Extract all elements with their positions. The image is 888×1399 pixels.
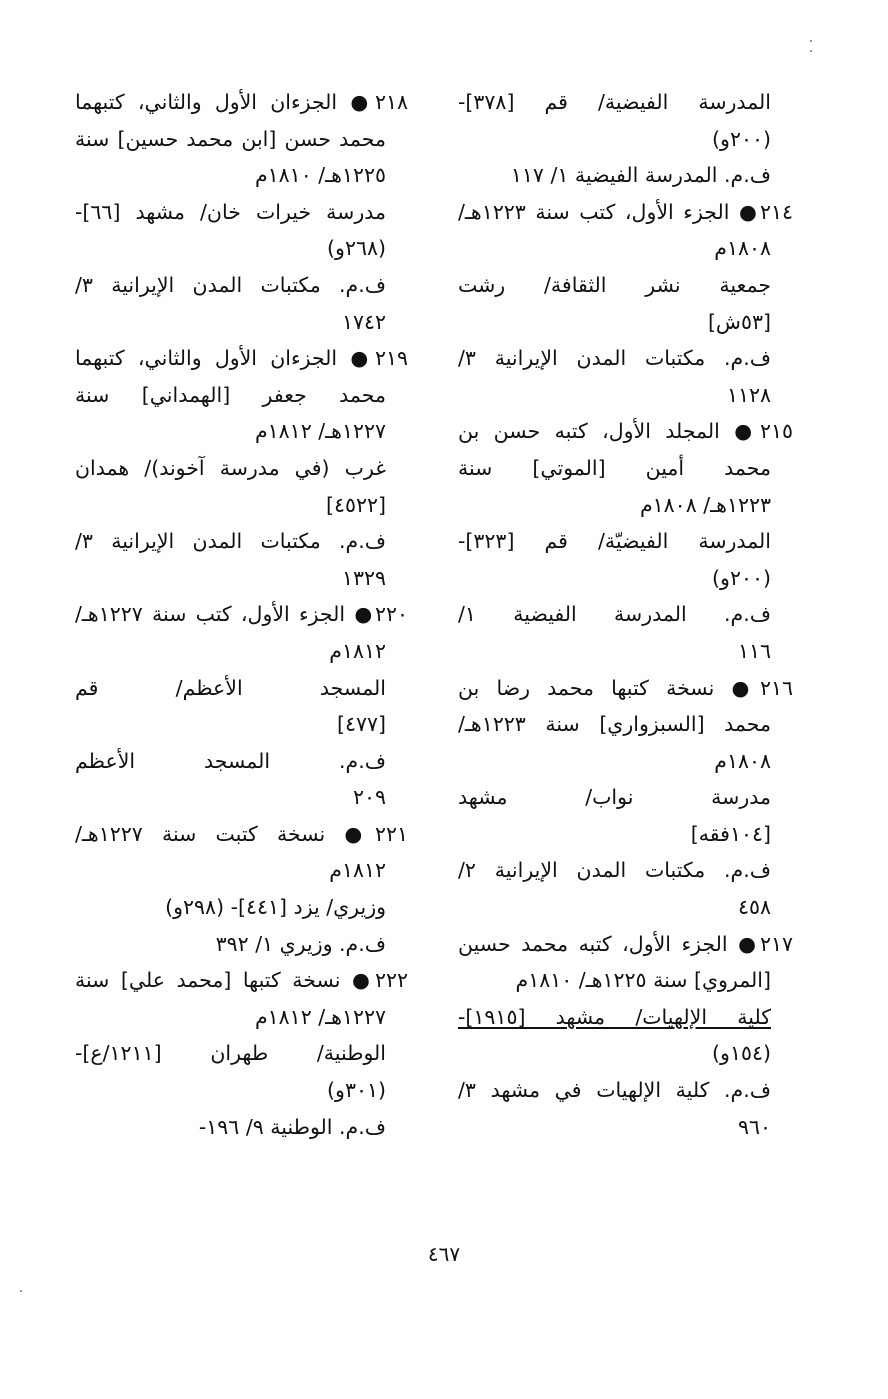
entry-line: ف.م. الوطنية ٩/ ١٩٦- (198, 1114, 386, 1139)
entry-line: مدرسة خيرات خان/ مشهد [٦٦]- (75, 199, 386, 224)
catalog-entry (75, 450, 408, 523)
catalog-entry (458, 413, 793, 523)
entry-line: ف.م. كلية الإلهيات في مشهد ٣/ (458, 1078, 771, 1103)
entry-line: (٣٠١و) (327, 1078, 386, 1103)
catalog-entry (458, 267, 793, 340)
page-number: ٤٦٧ (427, 1242, 461, 1266)
entry-line: ١١٦ (737, 638, 771, 663)
entry-line: المسجد الأعظم/ قم (75, 675, 386, 700)
catalog-entry (75, 523, 408, 596)
entry-line: محمد أمين [الموتي] سنة (458, 455, 771, 480)
entry-line: محمد حسن [ابن محمد حسين] سنة (75, 126, 386, 151)
entry-line: ٢٢٢● نسخة كتبها [محمد علي] سنة (75, 968, 408, 993)
entry-line: محمد [السبزواري] سنة ١٢٢٣هـ/ (458, 712, 771, 737)
entry-line: [٤٥٢٢] (325, 492, 386, 517)
entry-line: ١٨١٢م (329, 638, 386, 663)
entry-line: ٢٢٠● الجزء الأول، كتب سنة ١٢٢٧هـ/ (75, 602, 408, 627)
catalog-entry (458, 523, 793, 596)
entry-line: ١٢٢٧هـ/ ١٨١٢م (254, 419, 386, 444)
entry-line (458, 999, 793, 1036)
left-column (75, 84, 408, 1145)
catalog-entry (75, 926, 408, 963)
entry-line: ٢٢١● نسخة كتبت سنة ١٢٢٧هـ/ (75, 821, 408, 846)
scan-speck (810, 50, 812, 52)
entry-line: غرب (في مدرسة آخوند)/ همدان (75, 455, 386, 480)
entry-line: ١٨١٢م (329, 858, 386, 883)
entry-line: [المروي] سنة ١٢٢٥هـ/ ١٨١٠م (515, 968, 771, 993)
entry-line: (٢٠٠و) (712, 126, 771, 151)
catalog-entry (458, 1072, 793, 1145)
catalog-entry (458, 779, 793, 852)
entry-line: ١٢٢٧هـ/ ١٨١٢م (254, 1004, 386, 1029)
catalog-entry (75, 889, 408, 926)
entry-line: ٢٠٩ (352, 785, 386, 810)
entry-line: ف.م. مكتبات المدن الإيرانية ٣/ (75, 529, 386, 554)
entry-line: ٩٦٠ (737, 1114, 771, 1139)
entry-line: [٥٣ش] (707, 309, 771, 334)
entry-line: المدرسة الفيضية/ قم [٣٧٨]- (458, 90, 771, 114)
entry-line: [٤٧٧] (336, 712, 386, 737)
entry-line: ٢١٧● الجزء الأول، كتبه محمد حسين (458, 931, 793, 956)
entry-line: ١٣٢٩ (341, 565, 386, 590)
entry-line: ف.م. المدرسة الفيضية ١/ (458, 602, 771, 627)
entry-line: ف.م. المدرسة الفيضية ١/ ١١٧ (510, 163, 771, 188)
entry-line: الوطنية/ طهران [١٢١١/ع]- (75, 1041, 386, 1066)
catalog-entry (458, 84, 793, 157)
entry-line: ٢١٦● نسخة كتبها محمد رضا بن (458, 675, 793, 700)
entry-line: ٢١٥● المجلد الأول، كتبه حسن بن (458, 419, 793, 444)
entry-line: ف.م. مكتبات المدن الإيرانية ٣/ (75, 272, 386, 297)
catalog-entry (458, 999, 793, 1072)
entry-line: ١٨٠٨م (714, 236, 771, 261)
entry-line: المدرسة الفيضيّة/ قم [٣٢٣]- (458, 529, 771, 554)
entry-line: ف.م. مكتبات المدن الإيرانية ٣/ (458, 346, 771, 371)
catalog-entry (458, 157, 793, 194)
catalog-entry (458, 340, 793, 413)
entry-line: ٤٥٨ (737, 895, 771, 920)
entry-line: ١٧٤٢ (341, 309, 386, 334)
entry-line: (٢٦٨و) (327, 236, 386, 261)
entry-line: [١٠٤فقه] (690, 821, 771, 846)
entry-line: ف.م. المسجد الأعظم (75, 748, 386, 773)
scan-speck (810, 40, 812, 42)
catalog-entry (75, 816, 408, 889)
catalog-entry (75, 194, 408, 267)
catalog-entry (458, 926, 793, 999)
entry-line: ٢١٩● الجزءان الأول والثاني، كتبهما (75, 346, 408, 371)
catalog-entry (75, 743, 408, 816)
catalog-entry (458, 670, 793, 780)
entry-line: (٢٠٠و) (712, 565, 771, 590)
entry-line: (١٥٤و) (712, 1041, 771, 1066)
catalog-entry (75, 596, 408, 669)
catalog-entry (458, 852, 793, 925)
catalog-entry (75, 340, 408, 450)
underlined-text: كلية الإلهيات/ مشهد [١٩١٥]- (458, 1004, 771, 1029)
entry-line: جمعية نشر الثقافة/ رشت (458, 272, 771, 297)
entry-line: ١٢٢٣هـ/ ١٨٠٨م (639, 492, 771, 517)
entry-line: محمد جعفر [الهمداني] سنة (75, 382, 386, 407)
entry-line: ٢١٤● الجزء الأول، كتب سنة ١٢٢٣هـ/ (458, 199, 793, 224)
scan-speck (20, 1290, 22, 1292)
catalog-entry (75, 267, 408, 340)
right-column (458, 84, 793, 1145)
entry-line: ف.م. مكتبات المدن الإيرانية ٢/ (458, 858, 771, 883)
catalog-entry (458, 596, 793, 669)
entry-line: ف.م. وزيري ١/ ٣٩٢ (215, 931, 386, 956)
catalog-entry (75, 962, 408, 1035)
catalog-entry (75, 1109, 408, 1146)
entry-line: وزيري/ يزد [٤٤١]- (٢٩٨و) (165, 895, 386, 920)
entry-line: ١٨٠٨م (714, 748, 771, 773)
catalog-entry (458, 194, 793, 267)
entry-line: مدرسة نواب/ مشهد (458, 785, 771, 810)
entry-line: ١٢٢٥هـ/ ١٨١٠م (254, 163, 386, 188)
entry-line: ٢١٨● الجزءان الأول والثاني، كتبهما (75, 90, 408, 114)
catalog-entry (75, 670, 408, 743)
catalog-entry (75, 1035, 408, 1108)
entry-line: ١١٢٨ (726, 382, 771, 407)
catalog-entry (75, 84, 408, 194)
